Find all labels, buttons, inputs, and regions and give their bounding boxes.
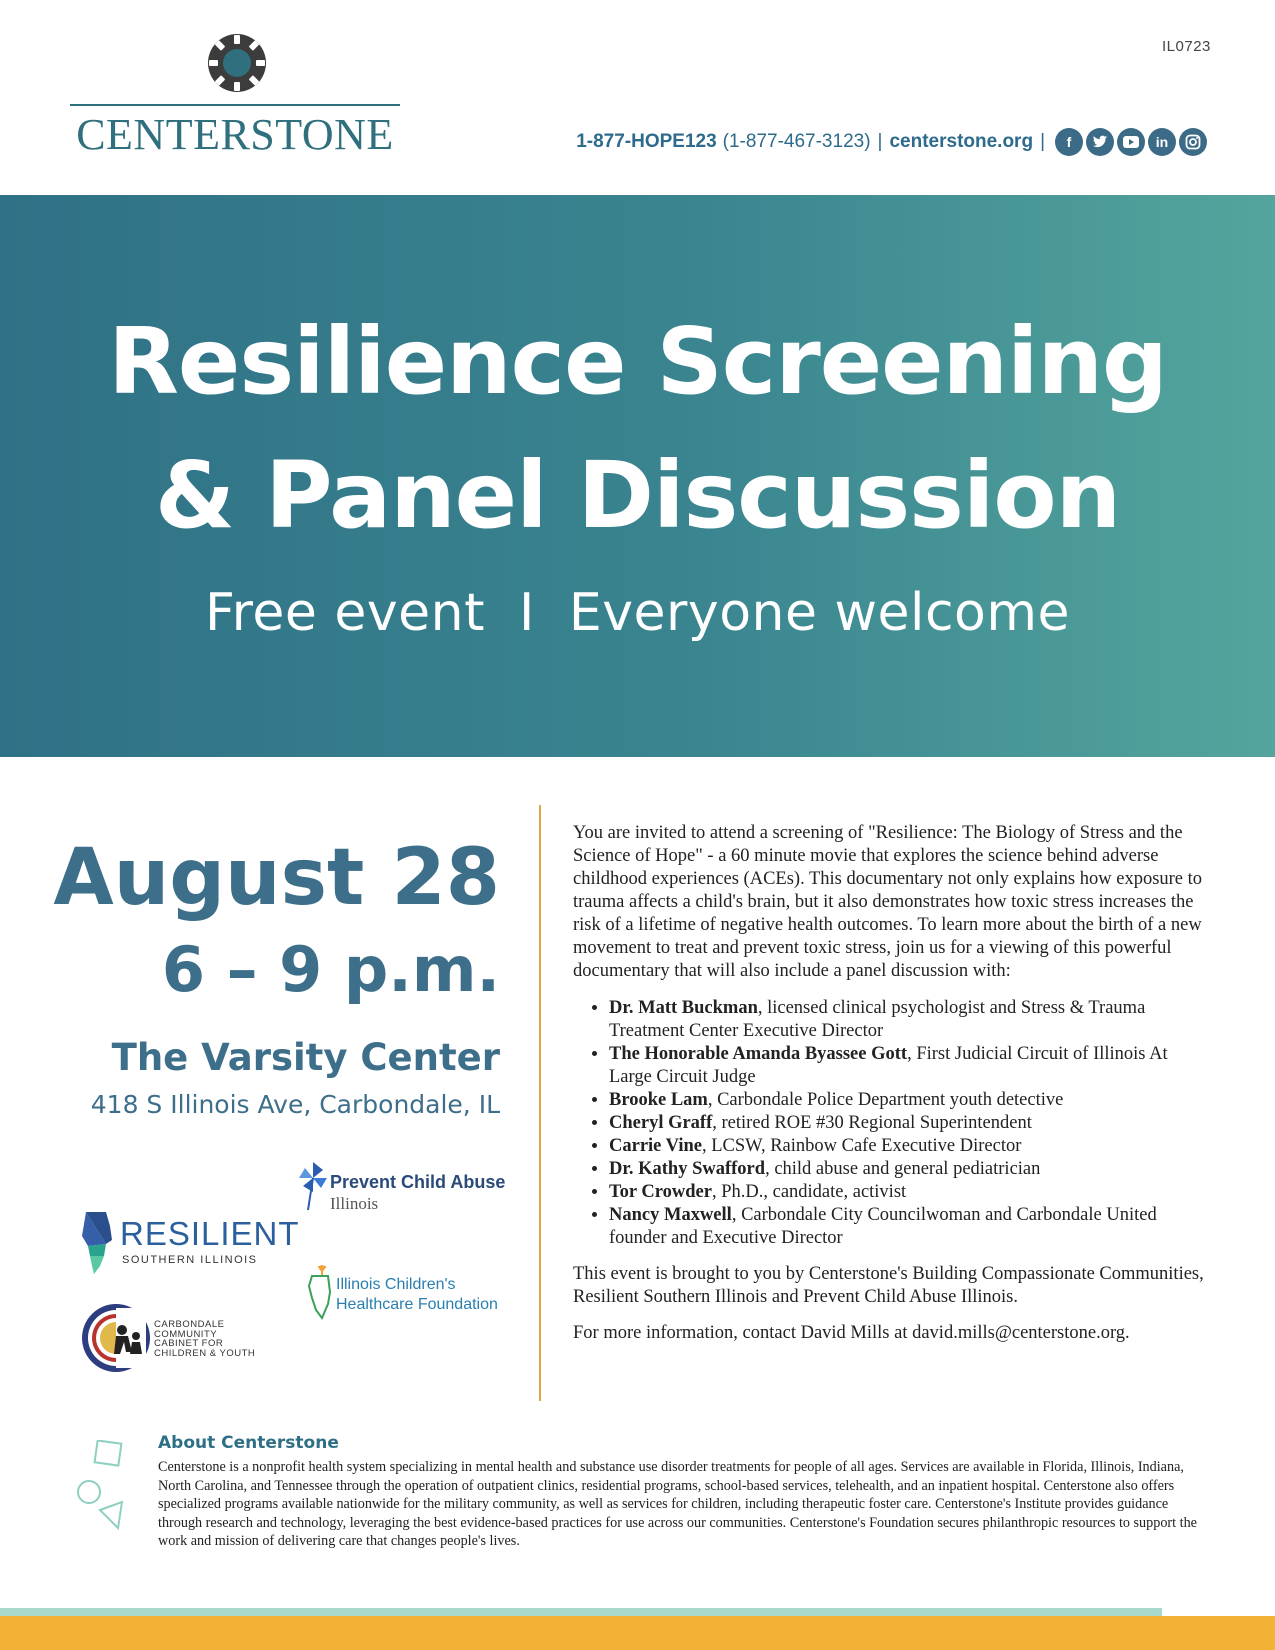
illinois-outline-icon (306, 1262, 336, 1324)
panelist-name: Nancy Maxwell (609, 1205, 732, 1225)
panelist-name: Dr. Kathy Swafford (609, 1159, 766, 1179)
panelist-item (609, 1112, 1213, 1135)
icf-line1: Illinois Children's (336, 1276, 456, 1293)
footer-bar-teal (0, 1608, 1162, 1616)
illinois-state-icon (80, 1210, 116, 1276)
panelist-item (609, 1089, 1213, 1112)
linkedin-icon[interactable]: in (1148, 128, 1176, 156)
sponsors-paragraph: This event is brought to you by Centerstone's Building Compassionate Communities, Resilient Southern Illinois and Prevent Child Abuse Illinois. (573, 1264, 1204, 1307)
event-subtitle: Free event I Everyone welcome (204, 583, 1071, 643)
panelist-item (609, 997, 1213, 1043)
website-link[interactable]: centerstone.org (889, 131, 1034, 152)
panelist-role: , Carbondale City Councilwoman and Carbondale United founder and Executive Director (609, 1205, 1157, 1248)
instagram-icon[interactable] (1179, 128, 1207, 156)
panelist-item (609, 1204, 1213, 1250)
venue-name: The Varsity Center (111, 1036, 500, 1079)
resilient-southern-illinois-logo (80, 1210, 300, 1276)
centerstone-logo (70, 30, 400, 160)
logo-divider (70, 104, 400, 106)
cabinet-line: CABINET FOR (154, 1338, 224, 1349)
column-divider (539, 805, 541, 1401)
resilient-region: SOUTHERN ILLINOIS (122, 1254, 258, 1266)
footer-bar-orange (0, 1616, 1275, 1650)
separator: | (1040, 131, 1045, 152)
panelist-name: The Honorable Amanda Byassee Gott (609, 1044, 908, 1064)
intro-paragraph: You are invited to attend a screening of "Resilience: The Biology of Stress and the Science of Hope" - a 60 minute movie that explores the science behind adverse childhood experiences (ACEs). This documentary not only explains how exposure to trauma affects a child's brain, but it also demonstrates how toxic stress increases the risk of a lifetime of negative health outcomes. To learn more about the birth of a new movement to treat and prevent toxic stress, join us for a viewing of this powerful documentary that will also include a panel discussion with: (573, 823, 1203, 981)
panelist-item (609, 1158, 1213, 1181)
cabinet-name (154, 1320, 255, 1358)
icf-line2: Healthcare Foundation (336, 1296, 498, 1313)
centerstone-sun-icon (206, 32, 268, 94)
phone-number[interactable]: (1-877-467-3123) (722, 131, 871, 152)
logo-wordmark: CENTERSTONE (76, 110, 394, 159)
cabinet-line: COMMUNITY (154, 1328, 218, 1340)
event-time: 6 – 9 p.m. (161, 933, 500, 1006)
contact-paragraph[interactable]: For more information, contact David Mills at david.mills@centerstone.org. (573, 1323, 1130, 1343)
event-date: August 28 (53, 833, 500, 923)
panelist-name: Tor Crowder (609, 1182, 712, 1202)
pca-name: Prevent Child Abuse (330, 1172, 506, 1192)
panelist-role: , retired ROE #30 Regional Superintendent (712, 1113, 1032, 1133)
separator: | (877, 131, 883, 152)
pca-state: Illinois (330, 1194, 379, 1213)
about-heading: About Centerstone (158, 1433, 339, 1453)
contact-bar (576, 126, 1207, 158)
event-title-line2: & Panel Discussion (154, 442, 1121, 549)
cabinet-line: CHILDREN & YOUTH (154, 1347, 256, 1359)
panelist-role: , Ph.D., candidate, activist (711, 1182, 907, 1202)
pinwheel-icon (296, 1160, 330, 1212)
decorative-shapes-icon (74, 1440, 144, 1545)
panelist-name: Dr. Matt Buckman (609, 998, 758, 1018)
panelist-name: Cheryl Graff (609, 1113, 713, 1133)
cabinet-emblem-icon (80, 1302, 152, 1374)
panelist-item (609, 1043, 1213, 1089)
illinois-childrens-healthcare-foundation-logo (306, 1262, 516, 1324)
panelist-role: , licensed clinical psychologist and Stress & Trauma Treatment Center Executive Director (609, 998, 1146, 1041)
phone-word[interactable]: 1-877-HOPE123 (576, 131, 717, 152)
resilient-word: RESILIENT (120, 1215, 300, 1252)
panelist-list (573, 997, 1213, 1250)
panelist-item (609, 1181, 1213, 1204)
about-paragraph: Centerstone is a nonprofit health system specializing in mental health and substance use disorder treatments for people of all ages. Services are available in Florida, Illinois, Indiana, North Carolina, and Tennessee through the operation of outpatient clinics, residential programs, school-based services, telehealth, and an inpatient hospital. Centerstone also offers specialized programs available nationwide for the military community, as well as services for children, including therapeutic foster care. Centerstone's Institute provides guidance through research and technology, leveraging the best evidence-based practices for use across our communities. Centerstone's Foundation secures philanthropic resources to support the work and mission of delivering care that changes people's lives. (158, 1459, 1197, 1549)
hero-banner (0, 195, 1275, 757)
prevent-child-abuse-logo (296, 1158, 521, 1218)
panelist-name: Carrie Vine (609, 1136, 702, 1156)
event-details (573, 822, 1213, 1345)
panelist-role: , First Judicial Circuit of Illinois At Large Circuit Judge (609, 1044, 1168, 1087)
event-title-line1: Resilience Screening (108, 308, 1167, 415)
panelist-item (609, 1135, 1213, 1158)
panelist-name: Brooke Lam (609, 1090, 708, 1110)
cabinet-line: CARBONDALE (154, 1319, 225, 1330)
youtube-icon[interactable] (1117, 128, 1145, 156)
venue-address: 418 S Illinois Ave, Carbondale, IL (90, 1090, 500, 1119)
carbondale-community-cabinet-logo (80, 1300, 270, 1376)
event-title (0, 295, 1275, 563)
panelist-role: , LCSW, Rainbow Cafe Executive Director (702, 1136, 1022, 1156)
panelist-role: , Carbondale Police Department youth detective (707, 1090, 1064, 1110)
document-code: IL0723 (1162, 38, 1211, 55)
panelist-role: , child abuse and general pediatrician (765, 1159, 1041, 1179)
facebook-icon[interactable]: f (1055, 128, 1083, 156)
twitter-icon[interactable] (1086, 128, 1114, 156)
